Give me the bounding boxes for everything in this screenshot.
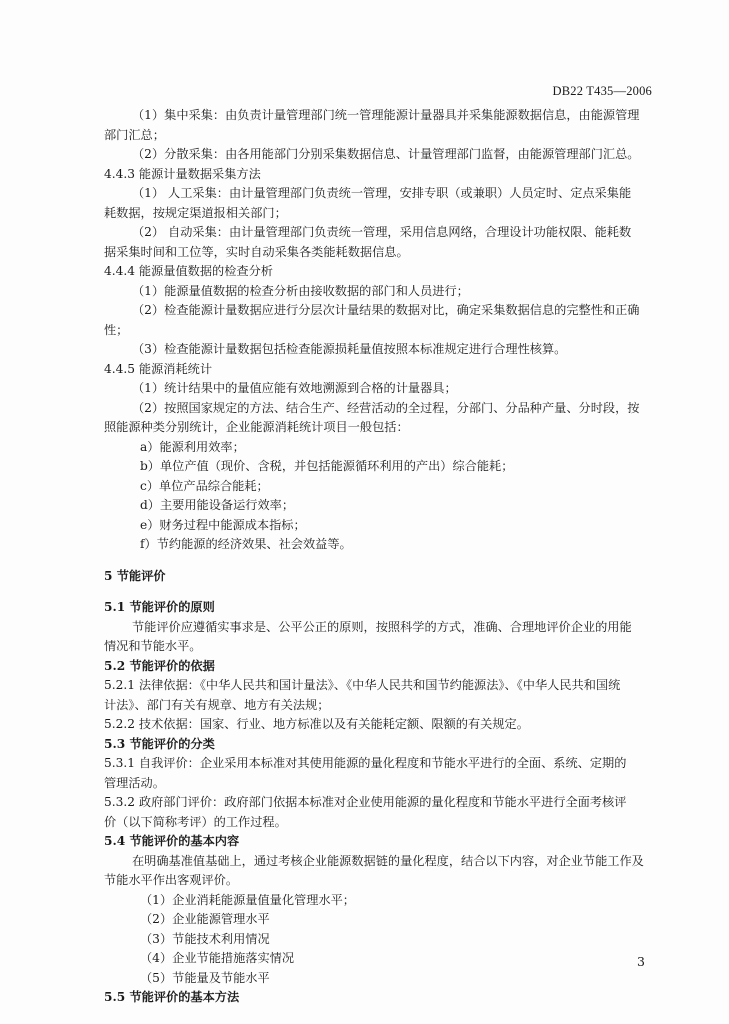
text-line: （1）集中采集：由负责计量管理部门统一管理能源计量器具并采集能源数据信息，由能源管理 xyxy=(132,108,640,122)
page-number: 3 xyxy=(637,954,645,969)
text-line: a）能源利用效率； xyxy=(140,439,245,454)
text-line: 5.4 节能评价的基本内容 xyxy=(104,834,240,848)
section-5-title: 5 节能评价 xyxy=(104,568,166,583)
text-line: 性； xyxy=(104,322,129,337)
text-line: 5.2 节能评价的依据 xyxy=(104,658,215,673)
document-body xyxy=(104,106,664,1008)
text-line: （2）分散采集：由各用能部门分别采集数据信息、计量管理部门监督，由能源管理部门汇总。 xyxy=(132,147,640,161)
text-line: （1）企业消耗能源量值量化管理水平； xyxy=(140,892,355,907)
text-line: 5.3.1 自我评价：企业采用本标准对其使用能源的量化程度和节能水平进行的全面、系统、定期的 xyxy=(104,756,627,770)
text-line: 4.4.4 能源量值数据的检查分析 xyxy=(104,264,273,278)
text-line: 据采集时间和工位等，实时自动采集各类能耗数据信息。 xyxy=(104,244,409,259)
text-line: 照能源种类分别统计，企业能源消耗统计项目一般包括： xyxy=(104,420,409,434)
text-line: 5.2.1 法律依据：《中华人民共和国计量法》、《中华人民共和国节约能源法》、《中华人民共和国统 xyxy=(104,678,621,692)
text-line: （1） 人工采集：由计量管理部门负责统一管理，安排专职（或兼职）人员定时、定点采集能 xyxy=(132,186,632,200)
text-line: c）单位产品综合能耗； xyxy=(140,478,269,493)
text-line: 5.3 节能评价的分类 xyxy=(104,736,215,751)
text-line: （2）按照国家规定的方法、结合生产、经营活动的全过程，分部门、分品种产量、分时段，按 xyxy=(132,400,640,415)
text-line: 5.5 节能评价的基本方法 xyxy=(104,990,240,1004)
section-4-4-block xyxy=(104,106,664,555)
text-line: 管理活动。 xyxy=(104,775,165,790)
text-line: 4.4.5 能源消耗统计 xyxy=(104,361,213,376)
text-line: 部门汇总； xyxy=(104,127,165,142)
text-line: d）主要用能设备运行效率； xyxy=(140,498,295,512)
text-line: 价（以下简称考评）的工作过程。 xyxy=(104,814,287,829)
text-line: 5.3.2 政府部门评价：政府部门依据本标准对企业使用能源的量化程度和节能水平进行全面考核评 xyxy=(104,795,627,809)
text-line: （3）检查能源计量数据包括检查能源损耗量值按照本标准规定进行合理性核算。 xyxy=(132,342,567,356)
section-5-block xyxy=(104,598,664,1008)
spacer xyxy=(104,555,664,567)
text-line: e）财务过程中能源成本指标； xyxy=(140,517,306,532)
text-line: 节能评价应遵循实事求是、公平公正的原则，按照科学的方式，准确、合理地评价企业的用能 xyxy=(132,619,632,634)
text-line: 4.4.3 能源计量数据采集方法 xyxy=(104,166,261,181)
text-line: （3）节能技术利用情况 xyxy=(140,931,270,946)
text-line: （2）企业能源管理水平 xyxy=(140,912,270,926)
text-line: f）节约能源的经济效果、社会效益等。 xyxy=(140,537,352,551)
text-line: 5.1 节能评价的原则 xyxy=(104,600,215,614)
spacer xyxy=(104,586,664,598)
text-line: （2）检查能源计量数据应进行分层次计量结果的数据对比，确定采集数据信息的完整性和正确 xyxy=(132,303,640,317)
text-line: 节能水平作出客观评价。 xyxy=(104,873,239,887)
text-line: 在明确基准值基础上，通过考核企业能源数据链的量化程度，结合以下内容，对企业节能工作及 xyxy=(132,853,644,868)
document-code: DB22 T435—2006 xyxy=(552,84,652,98)
text-line: 耗数据，按规定渠道报相关部门； xyxy=(104,205,287,220)
text-line: 情况和节能水平。 xyxy=(104,639,202,653)
text-line: （4）企业节能措施落实情况 xyxy=(140,951,295,965)
text-line: b）单位产值（现价、含税，并包括能源循环利用的产出）综合能耗； xyxy=(140,459,514,473)
text-line: （1）统计结果中的量值应能有效地溯源到合格的计量器具； xyxy=(132,381,457,395)
text-line: （5）节能量及节能水平 xyxy=(140,970,270,985)
text-line: （2） 自动采集：由计量管理部门负责统一管理，采用信息网络，合理设计功能权限、能耗数 xyxy=(132,225,632,239)
text-line: （1）能源量值数据的检查分析由接收数据的部门和人员进行； xyxy=(132,283,469,298)
text-line: 5.2.2 技术依据：国家、行业、地方标准以及有关能耗定额、限额的有关规定。 xyxy=(104,717,529,731)
text-line: 计法》、部门有关有规章、地方有关法规； xyxy=(104,697,330,712)
